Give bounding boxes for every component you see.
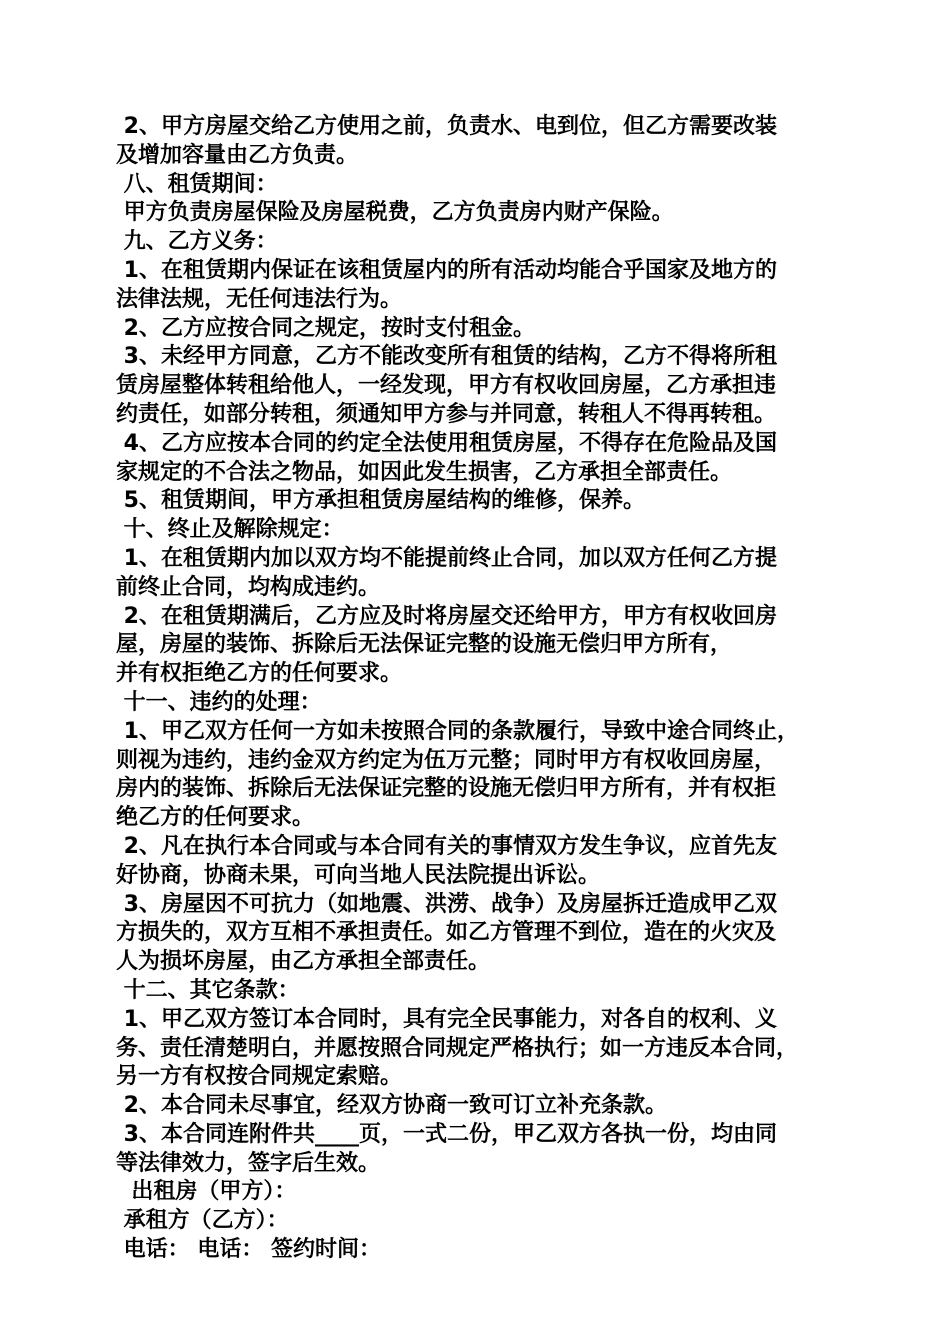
section-11-item-2-line-2: 好协商，协商未果，可向当地人民法院提出诉讼。	[116, 862, 601, 888]
section-10-item-2-line-3: 并有权拒绝乙方的任何要求。	[116, 661, 403, 687]
clause-2-water-electricity-line-1: 2、甲方房屋交给乙方使用之前，负责水、电到位，但乙方需要改装	[116, 114, 777, 139]
section-9-item-1-line-1: 1、在租赁期内保证在该租赁屋内的所有活动均能合乎国家及地方的	[116, 257, 777, 283]
section-12-item-1-line-2: 务、责任清楚明白，并愿按照合同规定严格执行；如一方违反本合同，	[116, 1035, 799, 1061]
section-10-item-1-line-2: 前终止合同，均构成违约。	[116, 574, 381, 600]
section-9-item-3-line-2: 赁房屋整体转租给他人，一经发现，甲方有权收回房屋，乙方承担违	[116, 373, 777, 399]
section-8-insurance-text: 甲方负责房屋保险及房屋税费，乙方负责房内财产保险。	[116, 200, 674, 226]
section-10-heading: 十、终止及解除规定：	[116, 517, 344, 543]
section-12-item-2: 2、本合同未尽事宜，经双方协商一致可订立补充条款。	[116, 1093, 667, 1119]
section-9-item-4-line-1: 4、乙方应按本合同的约定全法使用租赁房屋，不得存在危险品及国	[116, 430, 777, 456]
section-9-item-5: 5、租赁期间，甲方承担租赁房屋结构的维修，保养。	[116, 488, 645, 514]
section-11-item-2-line-1: 2、凡在执行本合同或与本合同有关的事情双方发生争议，应首先友	[116, 833, 777, 859]
section-12-item-1-line-1: 1、甲乙双方签订本合同时，具有完全民事能力，对各自的权利、义	[116, 1006, 777, 1032]
section-12-item-1-line-3: 另一方有权按合同规定索赔。	[116, 1064, 403, 1090]
section-12-item-3-line-2: 等法律效力，签字后生效。	[116, 1150, 381, 1176]
section-12-item-3-line-1: 3、本合同连附件共____页，一式二份，甲乙双方各执一份，均由同	[116, 1121, 777, 1147]
section-11-item-3-line-3: 人为损坏房屋，由乙方承担全部责任。	[116, 949, 491, 975]
lessee-signature-line: 承租方（乙方）：	[116, 1208, 289, 1234]
section-12-heading: 十二、其它条款：	[116, 977, 300, 1003]
section-9-item-3-line-1: 3、未经甲方同意，乙方不能改变所有租赁的结构，乙方不得将所租	[116, 344, 777, 370]
section-11-item-1-line-3: 房内的装饰、拆除后无法保证完整的设施无偿归甲方所有，并有权拒	[116, 776, 777, 802]
section-11-item-3-line-1: 3、房屋因不可抗力（如地震、洪涝、战争）及房屋拆迁造成甲乙双	[116, 891, 777, 917]
section-10-item-2-line-1: 2、在租赁期满后，乙方应及时将房屋交还给甲方，甲方有权收回房	[116, 603, 777, 629]
phone-and-signing-date-line: 电话： 电话： 签约时间：	[116, 1237, 381, 1263]
section-9-item-2: 2、乙方应按合同之规定，按时支付租金。	[116, 315, 535, 341]
section-8-heading: 八、租赁期间：	[116, 171, 278, 197]
lessor-signature-line: 出租房（甲方）：	[116, 1179, 297, 1205]
section-9-item-1-line-2: 法律法规，无任何违法行为。	[116, 286, 403, 312]
section-10-item-2-line-2: 屋，房屋的装饰、拆除后无法保证完整的设施无偿归甲方所有，	[116, 632, 733, 658]
contract-page	[116, 113, 846, 1265]
section-9-item-3-line-3: 约责任，如部分转租，须通知甲方参与并同意，转租人不得再转租。	[116, 401, 777, 427]
section-9-heading: 九、乙方义务：	[116, 229, 278, 255]
section-11-item-3-line-2: 方损失的，双方互相不承担责任。如乙方管理不到位，造在的火灾及	[116, 920, 777, 946]
section-11-item-1-line-4: 绝乙方的任何要求。	[116, 805, 315, 831]
section-11-item-1-line-1: 1、甲乙双方任何一方如未按照合同的条款履行，导致中途合同终止，	[116, 718, 799, 744]
clause-2-water-electricity-line-2: 及增加容量由乙方负责。	[116, 142, 359, 168]
section-10-item-1-line-1: 1、在租赁期内加以双方均不能提前终止合同，加以双方任何乙方提	[116, 545, 777, 571]
section-11-heading: 十一、违约的处理：	[116, 689, 322, 715]
section-11-item-1-line-2: 则视为违约，违约金双方约定为伍万元整；同时甲方有权收回房屋，	[116, 747, 777, 773]
section-9-item-4-line-2: 家规定的不合法之物品，如因此发生损害，乙方承担全部责任。	[116, 459, 733, 485]
